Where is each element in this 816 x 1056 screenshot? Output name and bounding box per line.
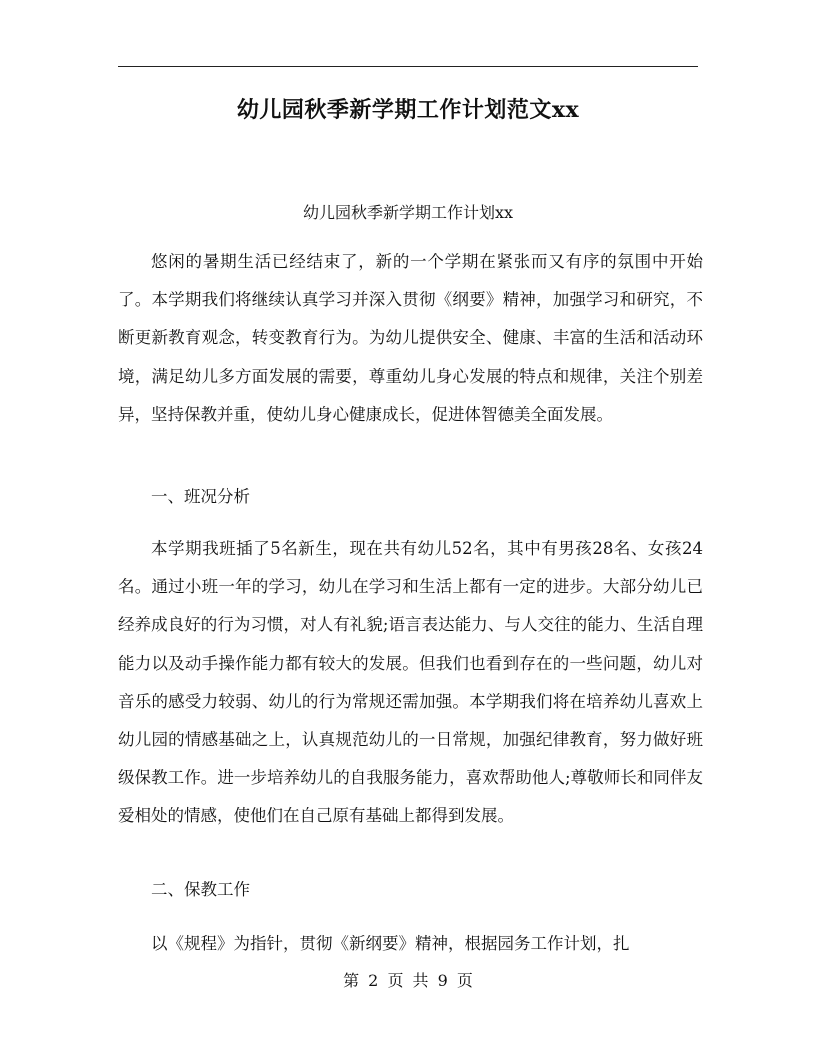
- paragraph-class-analysis: 本学期我班插了5名新生，现在共有幼儿52名，其中有男孩28名、女孩24名。通过小班一年的学习，幼儿在学习和生活上都有一定的进步。大部分幼儿已经养成良好的行为习惯，对人有礼貌;语言表达能力、与人交往的能力、生活自理能力以及动手操作能力都有较大的发展。但我们也看到存在的一些问题，幼儿对音乐的感受力较弱、幼儿的行为常规还需加强。本学期我们将在培养幼儿喜欢上幼儿园的情感基础之上，认真规范幼儿的一日常规，加强纪律教育，努力做好班级保教工作。进一步培养幼儿的自我服务能力，喜欢帮助他人;尊敬师长和同伴友爱相处的情感，使他们在自己原有基础上都得到发展。: [118, 539, 703, 826]
- section-heading-class-analysis: 一、班况分析: [151, 487, 250, 506]
- paragraph-intro: 悠闲的暑期生活已经结束了，新的一个学期在紧张而又有序的氛围中开始了。本学期我们将继续认真学习并深入贯彻《纲要》精神，加强学习和研究，不断更新教育观念，转变教育行为。为幼儿提供安全、健康、丰富的生活和活动环境，满足幼儿多方面发展的需要，尊重幼儿身心发展的特点和规律，关注个别差异，坚持保教并重，使幼儿身心健康成长，促进体智德美全面发展。: [118, 252, 703, 424]
- page-number: 第 2 页 共 9 页: [343, 971, 473, 990]
- section-heading-care-education: 二、保教工作: [151, 880, 250, 899]
- header-rule: [118, 66, 698, 67]
- document-title: 幼儿园秋季新学期工作计划范文xx: [236, 97, 580, 123]
- document-subtitle: 幼儿园秋季新学期工作计划xx: [302, 203, 514, 222]
- paragraph-care-education: 以《规程》为指针，贯彻《新纲要》精神，根据园务工作计划，扎: [151, 934, 630, 953]
